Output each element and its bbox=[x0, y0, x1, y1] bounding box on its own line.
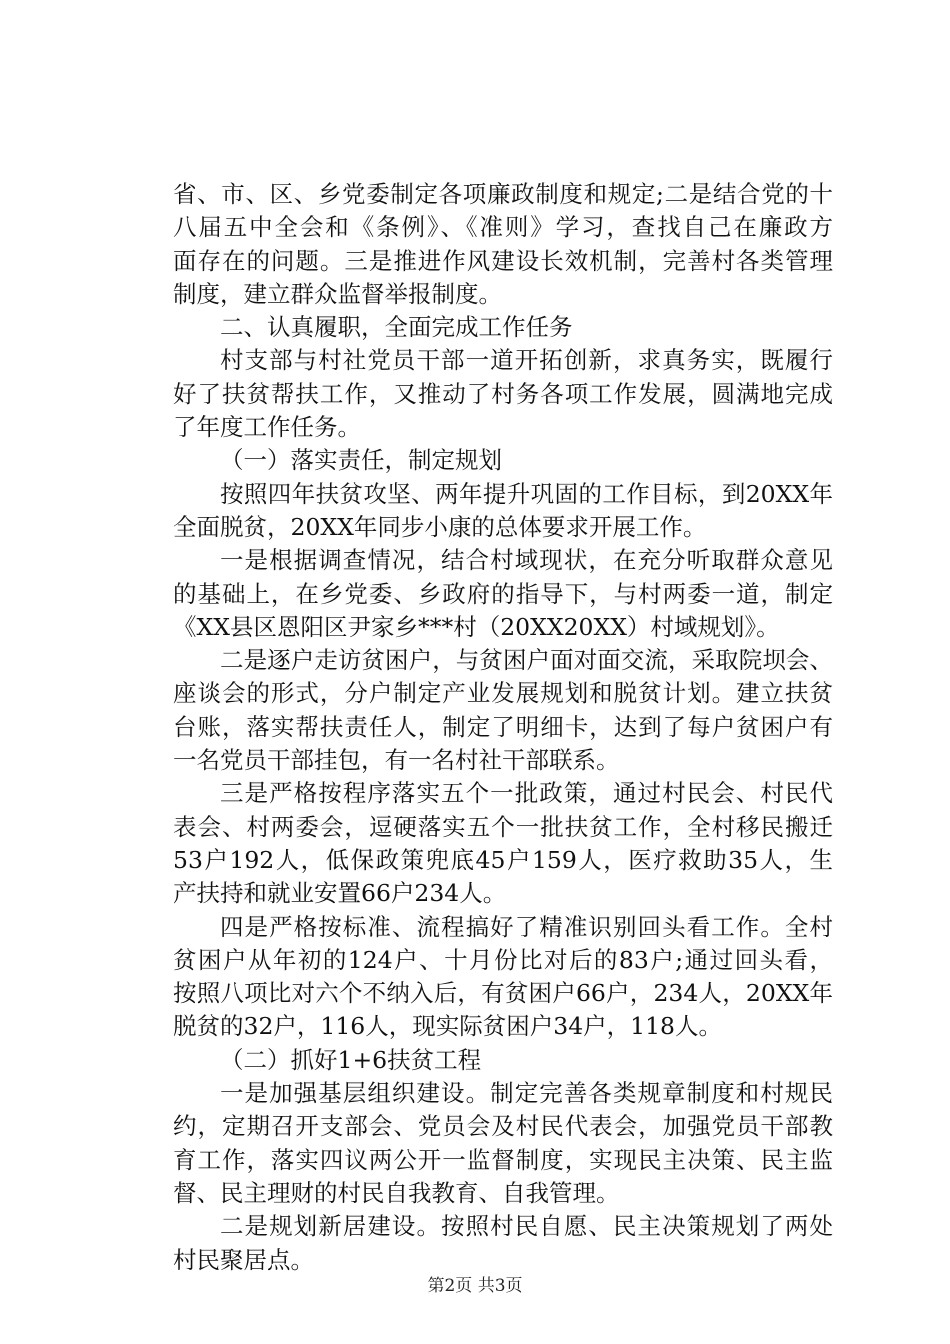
text-line: 53户192人，低保政策兜底45户159人，医疗救助35人，生 bbox=[173, 845, 833, 874]
text-line: 台账，落实帮扶责任人，制定了明细卡，达到了每户贫困户有 bbox=[173, 712, 833, 741]
text-line: 育工作，落实四议两公开一监督制度，实现民主决策、民主监 bbox=[173, 1145, 833, 1174]
text-line: 二是规划新居建设。按照村民自愿、民主决策规划了两处 bbox=[220, 1212, 833, 1241]
text-line: 村支部与村社党员干部一道开拓创新，求真务实，既履行 bbox=[220, 346, 833, 375]
text-line: 四是严格按标准、流程搞好了精准识别回头看工作。全村 bbox=[220, 912, 833, 941]
text-line: 贫困户从年初的124户、十月份比对后的83户;通过回头看， bbox=[173, 945, 833, 974]
text-line: 了年度工作任务。 bbox=[173, 413, 361, 442]
text-line: 一名党员干部挂包，有一名村社干部联系。 bbox=[173, 746, 620, 775]
subsection-heading: （一）落实责任，制定规划 bbox=[220, 446, 502, 475]
text-line: 二是逐户走访贫困户，与贫困户面对面交流，采取院坝会、 bbox=[220, 646, 833, 675]
text-line: 座谈会的形式，分户制定产业发展规划和脱贫计划。建立扶贫 bbox=[173, 679, 833, 708]
section-heading: 二、认真履职，全面完成工作任务 bbox=[220, 313, 573, 342]
text-line: 表会、村两委会，逗硬落实五个一批扶贫工作，全村移民搬迁 bbox=[173, 812, 833, 841]
text-line: 按照八项比对六个不纳入后，有贫困户66户，234人，20XX年 bbox=[173, 979, 833, 1008]
text-line: 省、市、区、乡党委制定各项廉政制度和规定;二是结合党的十 bbox=[173, 180, 833, 208]
text-line: 三是严格按程序落实五个一批政策，通过村民会、村民代 bbox=[220, 779, 833, 808]
page-number: 第2页 共3页 bbox=[427, 1276, 523, 1296]
document-body bbox=[173, 178, 833, 1277]
text-line: 脱贫的32户，116人，现实际贫困户34户，118人。 bbox=[173, 1012, 723, 1041]
text-line: 好了扶贫帮扶工作，又推动了村务各项工作发展，圆满地完成 bbox=[173, 379, 833, 408]
text-line: 八届五中全会和《条例》、《准则》学习，查找自己在廉政方 bbox=[173, 213, 833, 242]
text-line: 全面脱贫，20XX年同步小康的总体要求开展工作。 bbox=[173, 512, 707, 541]
text-line: 《XX县区恩阳区尹家乡***村（20XX20XX）村域规划》。 bbox=[173, 612, 780, 641]
subsection-heading: （二）抓好1+6扶贫工程 bbox=[220, 1045, 482, 1074]
text-line: 按照四年扶贫攻坚、两年提升巩固的工作目标，到20XX年 bbox=[220, 479, 833, 508]
text-line: 村民聚居点。 bbox=[173, 1245, 314, 1274]
text-line: 面存在的问题。三是推进作风建设长效机制，完善村各类管理 bbox=[173, 246, 833, 275]
text-line: 制度，建立群众监督举报制度。 bbox=[173, 279, 502, 308]
text-line: 产扶持和就业安置66户234人。 bbox=[173, 879, 507, 908]
text-line: 督、民主理财的村民自我教育、自我管理。 bbox=[173, 1178, 620, 1207]
text-line: 的基础上，在乡党委、乡政府的指导下，与村两委一道，制定 bbox=[173, 579, 833, 608]
text-line: 约，定期召开支部会、党员会及村民代表会，加强党员干部教 bbox=[173, 1112, 833, 1141]
text-line: 一是根据调查情况，结合村域现状，在充分听取群众意见 bbox=[220, 546, 833, 575]
text-line: 一是加强基层组织建设。制定完善各类规章制度和村规民 bbox=[220, 1079, 833, 1108]
